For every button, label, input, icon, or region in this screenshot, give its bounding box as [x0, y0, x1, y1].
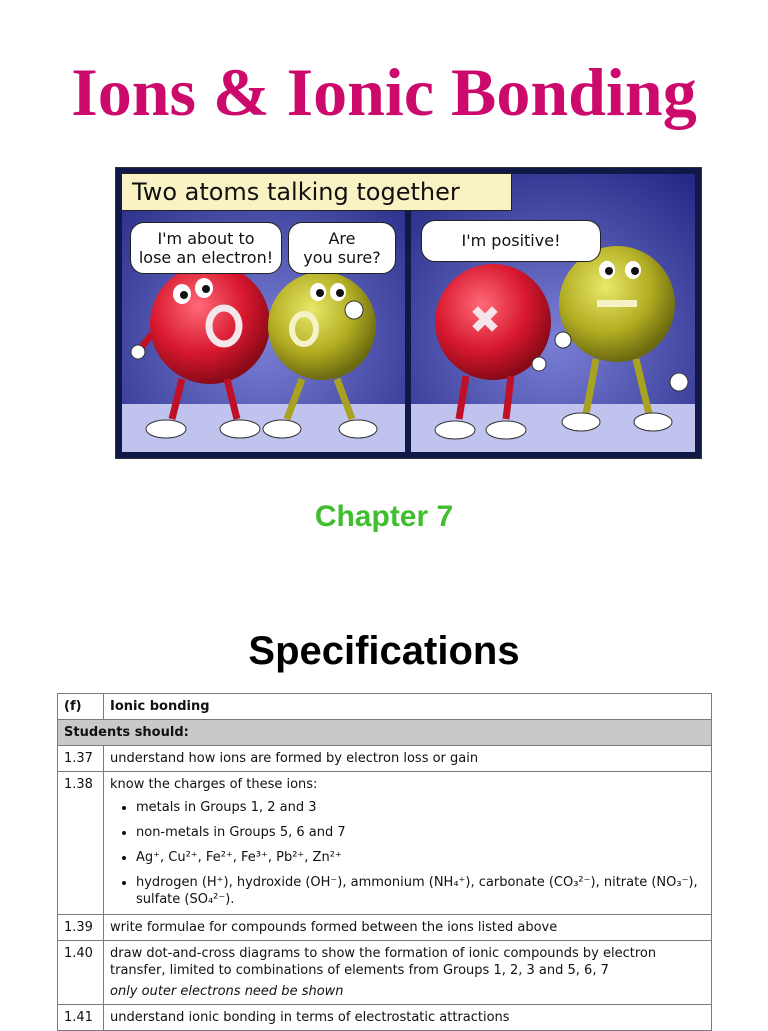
spec-text: understand how ions are formed by electron loss or gain: [104, 746, 712, 772]
table-row: [58, 746, 712, 772]
table-subheader-row: [58, 720, 712, 746]
minus-symbol: [597, 300, 637, 307]
spec-number: 1.38: [58, 772, 104, 915]
spec-text: write formulae for compounds formed between the ions listed above: [104, 915, 712, 941]
spec-number: 1.39: [58, 915, 104, 941]
comic-panel-left: [122, 174, 405, 452]
spec-text: know the charges of these ions:: [110, 777, 318, 792]
table-row: [58, 772, 712, 915]
list-item: • hydrogen (H⁺), hydroxide (OH⁻), ammonium (NH₄⁺), carbonate (CO₃²⁻), nitrate (NO₃⁻), sulfate (SO₄²⁻).: [136, 874, 705, 908]
specifications-table: [57, 693, 712, 1031]
list-item: • non-metals in Groups 5, 6 and 7: [136, 824, 705, 841]
speech-bubble-2: Are you sure?: [288, 222, 396, 274]
spec-number: 1.37: [58, 746, 104, 772]
list-item: • metals in Groups 1, 2 and 3: [136, 799, 705, 816]
list-item: • Ag⁺, Cu²⁺, Fe²⁺, Fe³⁺, Pb²⁺, Zn²⁺: [136, 849, 705, 866]
spec-number: 1.41: [58, 1005, 104, 1031]
chapter-label: Chapter 7: [314, 500, 454, 533]
comic-panel-right: [411, 174, 695, 452]
section-title: Ionic bonding: [104, 694, 712, 720]
ion-list: [110, 799, 705, 908]
speech-bubble-3: I'm positive!: [421, 220, 601, 262]
spec-text: draw dot-and-cross diagrams to show the formation of ionic compounds by electron transfer, limited to combinations of elements from Groups 1, 2, 3 and 5, 6, 7: [110, 946, 657, 978]
table-header-row: [58, 694, 712, 720]
subheader-label: Students should:: [58, 720, 712, 746]
page-title: Ions & Ionic Bonding: [71, 54, 697, 130]
comic-caption: Two atoms talking together: [121, 173, 512, 211]
comic-image: [115, 167, 702, 459]
spec-note: only outer electrons need be shown: [110, 984, 344, 999]
left-panel-art: [122, 174, 405, 452]
specifications-heading: Specifications: [248, 629, 520, 673]
speech-bubble-1: I'm about to lose an electron!: [130, 222, 282, 274]
spec-text: understand ionic bonding in terms of electrostatic attractions: [104, 1005, 712, 1031]
table-row: [58, 915, 712, 941]
spec-cell: [104, 772, 712, 915]
table-row: [58, 1005, 712, 1031]
right-panel-art: [411, 174, 695, 452]
section-code: (f): [58, 694, 104, 720]
spec-number: 1.40: [58, 941, 104, 1005]
table-row: [58, 941, 712, 1005]
spec-cell: [104, 941, 712, 1005]
